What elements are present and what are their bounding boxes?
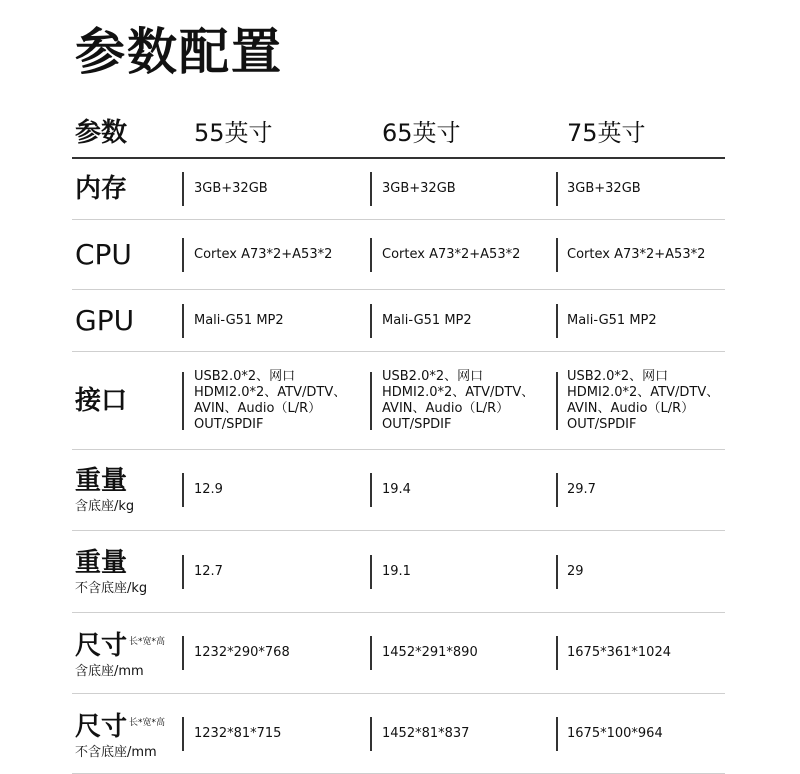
cell-value: USB2.0*2、网口 HDMI2.0*2、ATV/DTV、 AVIN、Audio（L/R） OUT/SPDIF: [382, 368, 535, 432]
spec-table: [72, 104, 725, 774]
cell-value: 12.7: [194, 563, 223, 579]
cell-value: 1452*81*837: [382, 725, 470, 741]
cell-value: Cortex A73*2+A53*2: [382, 246, 521, 262]
row-label: 尺寸: [75, 631, 128, 661]
row-label: 重量: [75, 547, 128, 578]
row-cpu: [72, 220, 725, 290]
row-label: GPU: [75, 303, 135, 337]
row-weight-with-stand: [72, 450, 725, 531]
cell-value: Cortex A73*2+A53*2: [194, 246, 333, 262]
cell-value: Cortex A73*2+A53*2: [567, 246, 706, 262]
row-label: 内存: [75, 174, 128, 204]
page-title: 参数配置: [75, 23, 283, 81]
row-label: 重量: [75, 466, 128, 496]
cell-value: Mali-G51 MP2: [194, 312, 284, 328]
cell-value: USB2.0*2、网口 HDMI2.0*2、ATV/DTV、 AVIN、Audio（L/R） OUT/SPDIF: [194, 368, 347, 432]
cell-value: 3GB+32GB: [567, 181, 641, 196]
cell-value: 3GB+32GB: [382, 181, 456, 196]
cell-value: Mali-G51 MP2: [567, 312, 657, 328]
row-label-dimensions: 长*宽*高: [129, 637, 166, 647]
cell-value: 1232*290*768: [194, 645, 290, 660]
cell-value: 1675*361*1024: [567, 645, 671, 660]
cell-value: Mali-G51 MP2: [382, 312, 472, 328]
cell-value: 1452*291*890: [382, 645, 478, 660]
cell-value: 19.4: [382, 482, 411, 497]
header-75-inch: 75英寸: [567, 119, 646, 147]
row-sublabel: 不含底座/kg: [75, 580, 148, 596]
header-65-inch: 65英寸: [382, 119, 461, 147]
row-size-with-stand: [72, 613, 725, 694]
header-55-inch: 55英寸: [194, 119, 273, 147]
row-sublabel: 含底座/mm: [75, 664, 144, 679]
cell-value: 19.1: [382, 563, 411, 579]
row-interfaces: [72, 352, 725, 450]
cell-value: 3GB+32GB: [194, 181, 268, 196]
header-label: 参数: [75, 118, 128, 148]
cell-value: 12.9: [194, 482, 223, 497]
cell-value: 1232*81*715: [194, 725, 282, 741]
cell-value: 29: [567, 563, 584, 579]
row-size-without-stand: [72, 694, 725, 774]
row-label: CPU: [75, 237, 132, 271]
row-weight-without-stand: [72, 531, 725, 613]
row-sublabel: 含底座/kg: [75, 499, 135, 514]
row-label: 尺寸: [75, 711, 128, 742]
cell-value: 29.7: [567, 482, 596, 497]
row-sublabel: 不含底座/mm: [75, 744, 157, 760]
row-gpu: [72, 290, 725, 352]
cell-value: 1675*100*964: [567, 725, 663, 741]
table-header-row: [72, 104, 725, 159]
row-memory: [72, 159, 725, 220]
cell-value: USB2.0*2、网口 HDMI2.0*2、ATV/DTV、 AVIN、Audio（L/R） OUT/SPDIF: [567, 368, 720, 432]
row-label-dimensions: 长*宽*高: [129, 717, 166, 728]
row-label: 接口: [75, 385, 128, 416]
